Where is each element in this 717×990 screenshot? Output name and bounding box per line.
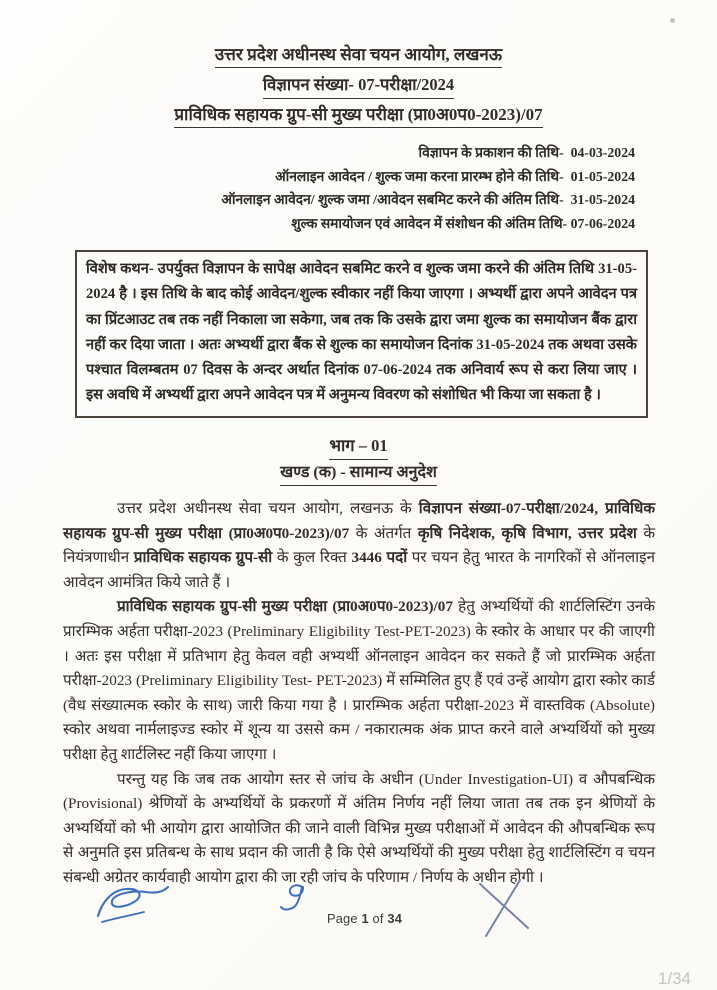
date-value: 04-03-2024 (570, 145, 635, 160)
exam-title-text: प्राविधिक सहायक ग्रुप-सी मुख्य परीक्षा (प्रा0अ0प0-2023)/07 (174, 104, 542, 128)
key-dates-list (75, 141, 635, 235)
subsection-heading-text: खण्ड (क) - सामान्य अनुदेश (280, 463, 437, 486)
org-title (0, 44, 717, 68)
date-row-publication (75, 141, 635, 165)
advert-number-text: विज्ञापन संख्या- 07-परीक्षा/2024 (263, 75, 454, 99)
x-mark-icon (474, 876, 536, 938)
paragraph-provisional: परन्तु यह कि जब तक आयोग स्तर से जांच के अधीन (Under Investigation-UI) व औपबन्धिक (Provisional) श्रेणियों के अभ्यर्थियों के प्रकरणों में अंतिम निर्णय नहीं लिया जाता तब तक इन श्रेणियों के अभ्यर्थियों को भी आयोग द्वारा आयोजित की जाने वाली विभिन्न मुख्य परीक्षाओं में आवेदन की औपबन्धिक रूप से अनुमति इस प्रतिबन्ध के साथ प्रदान की जाती है कि ऐसे अभ्यर्थियों की मुख्य परीक्षा हेतु शार्टलिस्टिंग व चयन संबन्धी अग्रेतर कार्यवाही आयोग द्वारा की जा रही जांच के परिणाम / निर्णय के अधीन होगी । (63, 770, 655, 886)
part-heading (0, 436, 717, 460)
special-notice-text: विशेष कथन- उपर्युक्त विज्ञापन के सापेक्ष आवेदन सबमिट करने व शुल्क जमा करने की अंतिम तिथि 31-05-2024 है । इस तिथि के बाद कोई आवेदन/शुल्क स्वीकार नहीं किया जाएगा । अभ्यर्थी द्वारा अपने आवेदन पत्र का प्रिंटआउट तब तक नहीं निकाला जा सकेगा, जब तक कि उसके द्वारा जमा शुल्क का समायोजन बैंक द्वारा नहीं कर दिया जाता । अतः अभ्यर्थी द्वारा बैंक से शुल्क का समायोजन दिनांक 31-05-2024 तक अथवा उसके पश्चात विलम्बतम 07 दिवस के अन्दर अर्थात दिनांक 07-06-2024 तक अनिवार्य रूप से करा लिया जाए । इस अवधि में अभ्यर्थी द्वारा अपने आवेदन पत्र में अनुमन्य विवरण को संशोधित भी किया जा सकता है । (86, 261, 637, 404)
exam-title (0, 104, 717, 128)
date-label: ऑनलाइन आवेदन / शुल्क जमा करना प्रारम्भ होने की तिथि- (275, 168, 564, 184)
signature-scribble-icon (92, 882, 172, 930)
viewer-page-counter: 1/34 (657, 969, 691, 988)
date-row-last-submit (75, 188, 635, 212)
advert-number (0, 75, 717, 99)
page-number-label: Page 1 of 34 (327, 911, 403, 926)
special-notice-box (75, 250, 648, 418)
date-label: विज्ञापन के प्रकाशन की तिथि- (418, 145, 564, 160)
date-label: ऑनलाइन आवेदन/ शुल्क जमा /आवेदन सबमिट करने की अंतिम तिथि- (221, 192, 564, 207)
signature-initial-icon (278, 881, 318, 915)
date-label: शुल्क समायोजन एवं आवेदन में संशोधन की अंतिम तिथि- (291, 215, 568, 231)
subsection-heading (0, 463, 717, 486)
scan-speck (670, 18, 675, 23)
date-row-last-modify (75, 212, 635, 236)
date-value: 01-05-2024 (570, 168, 635, 184)
org-title-text: उत्तर प्रदेश अधीनस्थ सेवा चयन आयोग, लखनऊ (215, 44, 502, 68)
paragraph-vacancies: उत्तर प्रदेश अधीनस्थ सेवा चयन आयोग, लखनऊ के विज्ञापन संख्या-07-परीक्षा/2024, प्राविधिक सहायक ग्रुप-सी मुख्य परीक्षा (प्रा0अ0प0-2023)/07 के अंतर्गत कृषि निदेशक, कृषि विभाग, उत्तर प्रदेश के नियंत्रणाधीन प्राविधिक सहायक ग्रुप-सी के कुल रिक्त 3446 पदों पर चयन हेतु भारत के नागरिकों से ऑनलाइन आवेदन आमंत्रित किये जाते हैं । (63, 500, 656, 591)
paragraph-shortlisting: प्राविधिक सहायक ग्रुप-सी मुख्य परीक्षा (प्रा0अ0प0-2023)/07 हेतु अभ्यर्थियों की शार्टलिस्टिंग उनके प्रारम्भिक अर्हता परीक्षा-2023 (Preliminary Eligibility Test-PET-2023) के स्कोर के आधार पर की जाएगी । अतः इस परीक्षा में प्रतिभाग हेतु केवल वही अभ्यर्थी ऑनलाइन आवेदन कर सकते हैं जो प्रारम्भिक अर्हता परीक्षा-2023 (Preliminary Eligibility Test- PET-2023) में सम्मिलित हुए हैं एवं उन्हें आयोग द्वारा स्कोर कार्ड (वैध संख्यात्मक स्कोर के साथ) जारी किया गया है । प्रारम्भिक अर्हता परीक्षा-2023 में वास्तविक (Absolute) स्कोर अथवा नार्मलाइज्ड स्कोर में शून्य या उससे कम / नकारात्मक अंक प्राप्त करने वाले अभ्यर्थियों को मुख्य परीक्षा हेतु शार्टलिस्ट नहीं किया जाएगा । (63, 598, 655, 763)
date-value: 07-06-2024 (570, 215, 635, 231)
part-heading-text: भाग – 01 (329, 436, 387, 460)
body-text (63, 497, 655, 891)
date-row-start (75, 165, 635, 189)
date-value: 31-05-2024 (570, 192, 635, 207)
